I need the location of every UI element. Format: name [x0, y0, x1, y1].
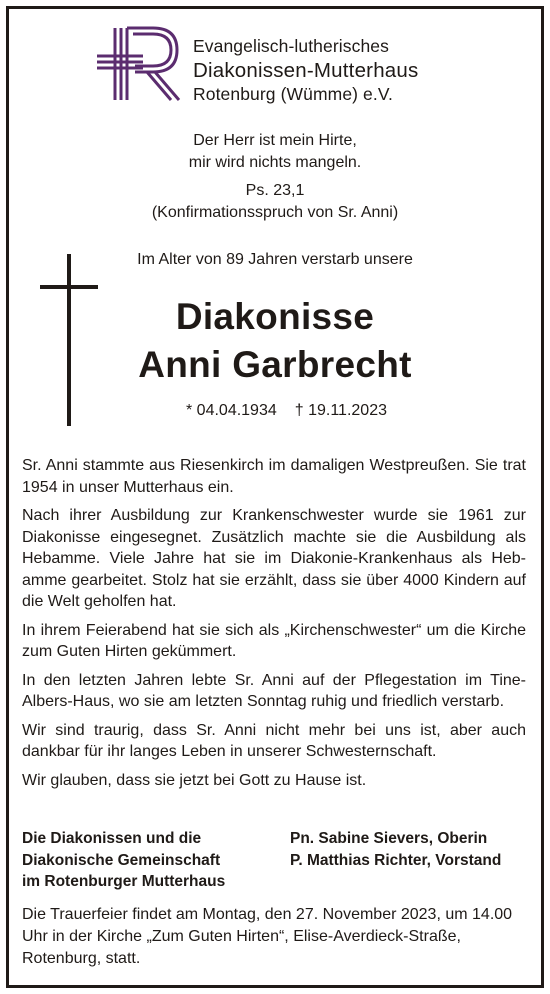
- signature-community: [22, 828, 225, 893]
- org-line-2: Diakonissen-Mutterhaus: [193, 58, 419, 82]
- signature-leadership: [290, 828, 501, 871]
- deceased-title: Diakonisse: [175, 296, 375, 337]
- org-line-3: Rotenburg (Wümme) e.V.: [193, 84, 393, 104]
- org-line-1: Evangelisch-lutherisches: [193, 36, 389, 56]
- death-date: † 19.11.2023: [294, 402, 387, 419]
- verse-note: (Konfirmationsspruch von Sr. Anni): [151, 204, 399, 221]
- obituary-text: [22, 455, 526, 798]
- verse-ref: Ps. 23,1: [245, 182, 305, 199]
- verse-reference: [0, 180, 550, 224]
- intro-text: Im Alter von 89 Jahren verstarb unsere: [137, 251, 413, 268]
- organization-name: [193, 38, 418, 104]
- signature-line: im Rotenburger Mutterhaus: [22, 873, 226, 890]
- signature-line: Pn. Sabine Sievers, Oberin: [290, 830, 488, 847]
- bible-verse: [0, 130, 550, 174]
- deceased-name: [0, 293, 550, 389]
- signature-line: Diakonische Gemeinschaft: [22, 851, 221, 869]
- life-dates: [186, 402, 387, 420]
- paragraph: In ihrem Feierabend hat sie sich als „Kirchenschwester“ um die Kirche zum Guten Hirten gekümmert.: [22, 621, 526, 660]
- paragraph: Nach ihrer Ausbildung zur Krankenschwester wurde sie 1961 zur Diakonisse eingesegnet. Zusätzlich machte sie die Ausbildung als Hebamme. Viele Jahre hat sie im Diakonie-Krankenhaus als Hebamme gearbeitet. Stolz hat sie erzählt, dass sie über 4000 Kindern auf die Welt geholfen hat.: [22, 507, 526, 610]
- paragraph: Wir glauben, dass sie jetzt bei Gott zu Hause ist.: [22, 771, 367, 789]
- signature-line: Die Diakonissen und die: [22, 830, 202, 847]
- signature-line: P. Matthias Richter, Vorstand: [290, 851, 502, 869]
- funeral-notice: Die Trauerfeier findet am Montag, den 27. November 2023, um 14.00 Uhr in der Kirche „Zum Guten Hirten“, Elise-Averdieck-Straße, Rotenburg, statt.: [22, 906, 513, 967]
- birth-date: * 04.04.1934: [186, 402, 277, 419]
- verse-line-2: mir wird nichts mangeln.: [188, 154, 362, 171]
- diakonissen-logo-icon: [95, 20, 185, 106]
- paragraph: Wir sind traurig, dass Sr. Anni nicht mehr bei uns ist, aber auch dankbar für ihr langes Leben in unserer Schwesternschaft.: [22, 721, 526, 760]
- deceased-fullname: Anni Garbrecht: [138, 344, 412, 385]
- paragraph: Sr. Anni stammte aus Riesenkirch im damaligen Westpreußen. Sie trat 1954 in unser Mutterhaus ein.: [22, 457, 526, 496]
- paragraph: In den letzten Jahren lebte Sr. Anni auf der Pflegestation im Tine-Albers-Haus, wo sie am letzten Sonntag ruhig und friedlich verstarb.: [22, 671, 526, 710]
- verse-line-1: Der Herr ist mein Hirte,: [193, 132, 357, 149]
